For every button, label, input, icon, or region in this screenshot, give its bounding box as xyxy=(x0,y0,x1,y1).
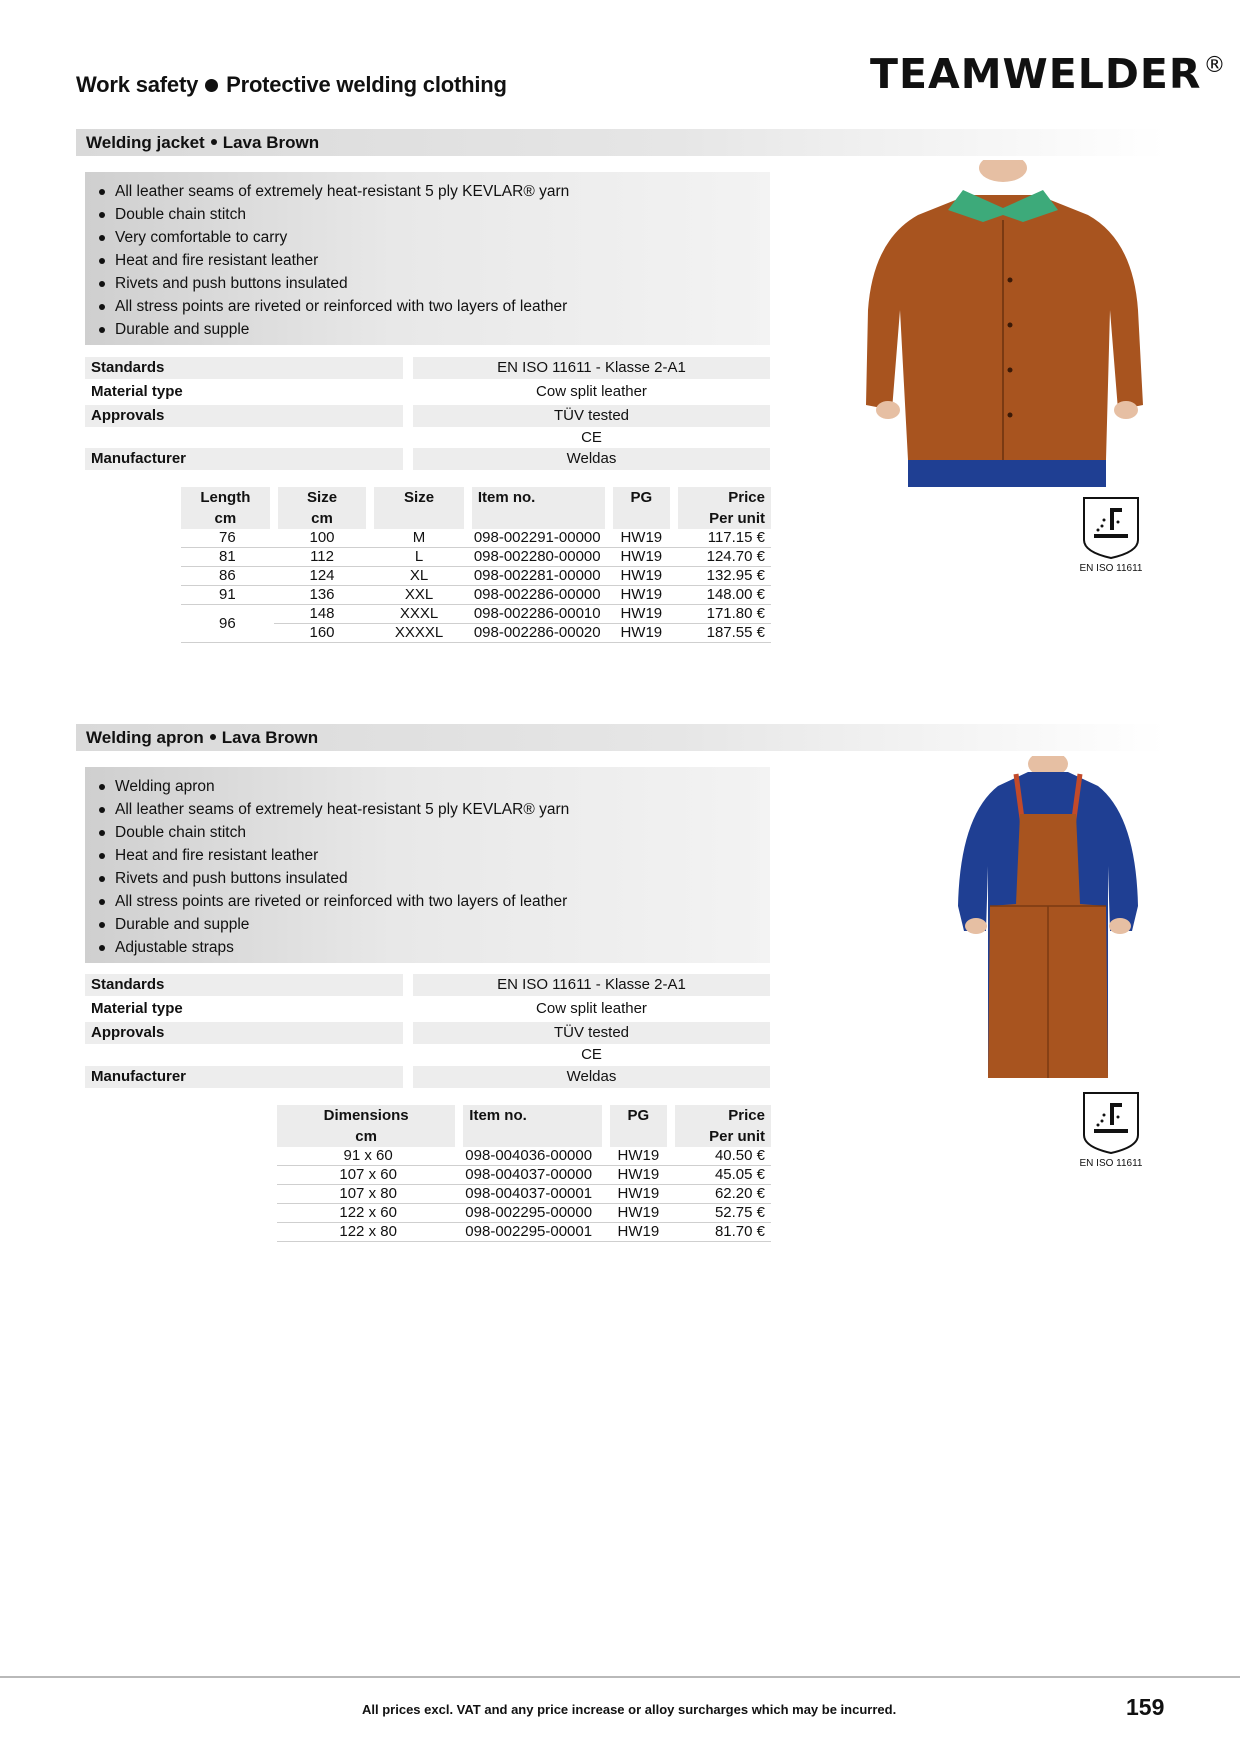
table-cell: HW19 xyxy=(606,1166,671,1185)
table-cell: 107 x 80 xyxy=(277,1185,459,1204)
spec-value-approval: TÜV tested xyxy=(413,1022,770,1044)
table-cell: 160 xyxy=(274,624,370,643)
bullet-dot xyxy=(205,79,218,92)
section-title xyxy=(86,728,318,748)
table-cell: HW19 xyxy=(609,586,674,605)
table-cell: 098-002295-00000 xyxy=(459,1204,605,1223)
table-cell: 76 xyxy=(181,529,274,548)
table-cell: 171.80 € xyxy=(674,605,771,624)
welding-protection-pictogram-icon xyxy=(1082,1091,1140,1155)
table-cell: L xyxy=(370,548,468,567)
col-header: Size xyxy=(274,487,370,508)
spec-value-approval: CE xyxy=(581,1046,602,1063)
table-row xyxy=(181,605,771,624)
col-header: Price xyxy=(671,1105,771,1126)
brand-logo xyxy=(870,50,1226,98)
spec-label-standards: Standards xyxy=(85,357,403,379)
price-table-apron xyxy=(277,1105,771,1242)
spec-label-approvals: Approvals xyxy=(85,405,403,427)
feature-item: Very comfortable to carry xyxy=(85,226,770,249)
table-cell: XXL xyxy=(370,586,468,605)
feature-item: Durable and supple xyxy=(85,913,770,936)
product-color: Lava Brown xyxy=(222,133,320,152)
product-name: Welding apron xyxy=(86,728,204,747)
col-subheader: Per unit xyxy=(671,1126,771,1147)
table-cell: 107 x 60 xyxy=(277,1166,459,1185)
table-cell: M xyxy=(370,529,468,548)
table-cell: HW19 xyxy=(606,1147,671,1166)
feature-item: Rivets and push buttons insulated xyxy=(85,272,770,295)
col-subheader: cm xyxy=(181,508,274,529)
spec-value-standards: EN ISO 11611 - Klasse 2-A1 xyxy=(413,974,770,996)
welding-apron-image xyxy=(948,756,1148,1084)
page-heading xyxy=(76,72,507,98)
col-header: Price xyxy=(674,487,771,508)
table-cell: 098-004036-00000 xyxy=(459,1147,605,1166)
spec-value-approval: TÜV tested xyxy=(413,405,770,427)
page-number: 159 xyxy=(1126,1694,1165,1720)
table-row xyxy=(277,1223,771,1242)
table-cell: HW19 xyxy=(609,548,674,567)
table-cell: HW19 xyxy=(606,1204,671,1223)
spec-value-standards: EN ISO 11611 - Klasse 2-A1 xyxy=(413,357,770,379)
feature-item: Double chain stitch xyxy=(85,821,770,844)
feature-item: Double chain stitch xyxy=(85,203,770,226)
spec-label-manufacturer: Manufacturer xyxy=(85,448,403,470)
table-row xyxy=(277,1204,771,1223)
welding-protection-pictogram-icon xyxy=(1082,496,1140,560)
cert-label: EN ISO 11611 xyxy=(1079,1158,1143,1169)
col-subheader: Per unit xyxy=(674,508,771,529)
table-cell: 40.50 € xyxy=(671,1147,771,1166)
spec-value-manufacturer: Weldas xyxy=(413,1066,770,1088)
table-cell: 187.55 € xyxy=(674,624,771,643)
registered-mark: ® xyxy=(1203,53,1227,78)
table-cell: 91 xyxy=(181,586,274,605)
table-cell: 098-002281-00000 xyxy=(468,567,609,586)
bullet-dot xyxy=(210,734,216,740)
section-header-welding-jacket xyxy=(76,129,1166,156)
price-table-jacket xyxy=(181,487,771,643)
spec-value-manufacturer: Weldas xyxy=(413,448,770,470)
spec-value-approval: CE xyxy=(581,429,602,446)
spec-label-material: Material type xyxy=(91,1000,183,1017)
section-header-welding-apron xyxy=(76,724,1166,751)
footer-divider xyxy=(0,1676,1240,1678)
table-cell: 098-002280-00000 xyxy=(468,548,609,567)
feature-item: All leather seams of extremely heat-resistant 5 ply KEVLAR® yarn xyxy=(85,180,770,203)
spec-label-approvals: Approvals xyxy=(85,1022,403,1044)
table-row xyxy=(181,529,771,548)
col-subheader xyxy=(370,508,468,529)
spec-value-material: Cow split leather xyxy=(536,383,647,400)
col-header: Dimensions xyxy=(277,1105,459,1126)
col-subheader: cm xyxy=(277,1126,459,1147)
spec-value-material: Cow split leather xyxy=(536,1000,647,1017)
table-cell: XXXL xyxy=(370,605,468,624)
col-header: PG xyxy=(609,487,674,508)
col-subheader xyxy=(606,1126,671,1147)
feature-item: All leather seams of extremely heat-resistant 5 ply KEVLAR® yarn xyxy=(85,798,770,821)
table-cell: HW19 xyxy=(609,529,674,548)
feature-list xyxy=(85,172,770,341)
col-header: Length xyxy=(181,487,274,508)
feature-item: Rivets and push buttons insulated xyxy=(85,867,770,890)
col-header: Item no. xyxy=(459,1105,605,1126)
product-name: Welding jacket xyxy=(86,133,205,152)
feature-list-box xyxy=(85,767,770,963)
feature-item: All stress points are riveted or reinforced with two layers of leather xyxy=(85,295,770,318)
table-cell: 098-002286-00020 xyxy=(468,624,609,643)
feature-item: Welding apron xyxy=(85,775,770,798)
col-subheader xyxy=(468,508,609,529)
table-row xyxy=(181,586,771,605)
table-cell: HW19 xyxy=(606,1223,671,1242)
table-cell: HW19 xyxy=(609,567,674,586)
product-color: Lava Brown xyxy=(221,728,319,747)
table-cell: 098-002286-00000 xyxy=(468,586,609,605)
col-header: PG xyxy=(606,1105,671,1126)
table-cell: 098-004037-00000 xyxy=(459,1166,605,1185)
table-cell: XL xyxy=(370,567,468,586)
subcategory-title: Protective welding clothing xyxy=(226,72,507,97)
table-cell: 148.00 € xyxy=(674,586,771,605)
feature-item: Adjustable straps xyxy=(85,936,770,959)
table-cell: 098-004037-00001 xyxy=(459,1185,605,1204)
feature-list xyxy=(85,767,770,959)
col-subheader xyxy=(609,508,674,529)
table-cell: 122 x 80 xyxy=(277,1223,459,1242)
category-title: Work safety xyxy=(76,72,199,97)
table-cell: HW19 xyxy=(609,624,674,643)
table-cell: 098-002295-00001 xyxy=(459,1223,605,1242)
table-row xyxy=(277,1147,771,1166)
feature-item: Heat and fire resistant leather xyxy=(85,249,770,272)
table-cell: 122 x 60 xyxy=(277,1204,459,1223)
col-header: Size xyxy=(370,487,468,508)
table-cell: 81.70 € xyxy=(671,1223,771,1242)
table-cell: 86 xyxy=(181,567,274,586)
table-cell: 117.15 € xyxy=(674,529,771,548)
spec-label-manufacturer: Manufacturer xyxy=(85,1066,403,1088)
footer-note: All prices excl. VAT and any price increase or alloy surcharges which may be incurred. xyxy=(362,1702,897,1717)
table-cell: 96 xyxy=(181,605,274,643)
welding-jacket-image xyxy=(848,160,1158,490)
table-cell: 136 xyxy=(274,586,370,605)
table-cell: HW19 xyxy=(609,605,674,624)
table-cell: 91 x 60 xyxy=(277,1147,459,1166)
table-cell: 112 xyxy=(274,548,370,567)
table-cell: 132.95 € xyxy=(674,567,771,586)
table-cell: HW19 xyxy=(606,1185,671,1204)
table-cell: XXXXL xyxy=(370,624,468,643)
table-row xyxy=(277,1166,771,1185)
spec-label-material: Material type xyxy=(91,383,183,400)
table-cell: 45.05 € xyxy=(671,1166,771,1185)
col-subheader xyxy=(459,1126,605,1147)
col-header: Item no. xyxy=(468,487,609,508)
table-row xyxy=(181,548,771,567)
feature-item: Heat and fire resistant leather xyxy=(85,844,770,867)
feature-item: Durable and supple xyxy=(85,318,770,341)
feature-list-box xyxy=(85,172,770,345)
table-row xyxy=(181,567,771,586)
table-cell: 124.70 € xyxy=(674,548,771,567)
table-cell: 124 xyxy=(274,567,370,586)
table-cell: 100 xyxy=(274,529,370,548)
table-cell: 098-002286-00010 xyxy=(468,605,609,624)
brand-name: TEAMWELDER xyxy=(870,50,1202,98)
table-cell: 62.20 € xyxy=(671,1185,771,1204)
col-subheader: cm xyxy=(274,508,370,529)
feature-item: All stress points are riveted or reinforced with two layers of leather xyxy=(85,890,770,913)
table-cell: 148 xyxy=(274,605,370,624)
spec-label-standards: Standards xyxy=(85,974,403,996)
table-cell: 81 xyxy=(181,548,274,567)
section-title xyxy=(86,133,319,153)
bullet-dot xyxy=(211,139,217,145)
table-cell: 098-002291-00000 xyxy=(468,529,609,548)
cert-label: EN ISO 11611 xyxy=(1079,563,1143,574)
table-row xyxy=(277,1185,771,1204)
table-cell: 52.75 € xyxy=(671,1204,771,1223)
